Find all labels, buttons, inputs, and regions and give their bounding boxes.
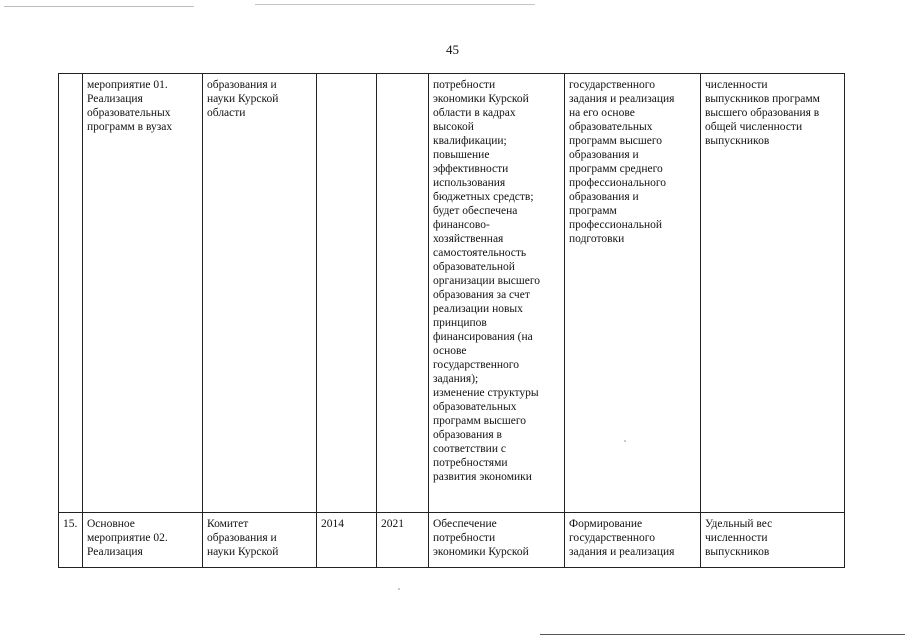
start-year-cell: 2014 [317,513,377,568]
event-name-cell: Основное мероприятие 02. Реализация [83,513,203,568]
scan-artifact-line [540,634,905,635]
table-row [59,513,845,568]
expected-result-cell: потребности экономики Курской области в кадрах высокой квалификации; повышение эффективности использования бюджетных средств; будет обеспечена финансово- хозяйственная самостоятельность образовательной организации высшего образования за счет реализации новых принципов финансирования (на основе государственного задания); изменение структуры образовательных программ высшего образования в соответствии с потребностями развития экономики [429,74,565,513]
indicator-cell: Удельный вес численности выпускников [701,513,845,568]
program-activities-table [58,73,845,568]
executor-cell: образования и науки Курской области [203,74,317,513]
implementation-mechanism-cell: государственного задания и реализация на его основе образовательных программ высшего образования и программ среднего профессионального образования и программ профессиональной подготовки [565,74,701,513]
table-row [59,74,845,513]
scan-artifact-line [4,6,194,7]
start-year-cell [317,74,377,513]
row-number-cell [59,74,83,513]
scan-artifact-dot [398,588,400,590]
expected-result-cell: Обеспечение потребности экономики Курской [429,513,565,568]
row-number-cell: 15. [59,513,83,568]
scan-artifact-line [255,4,535,5]
indicator-cell: численности выпускников программ высшего образования в общей численности выпускников [701,74,845,513]
event-name-cell: мероприятие 01. Реализация образовательных программ в вузах [83,74,203,513]
page-number: 45 [446,42,459,57]
implementation-mechanism-cell: Формирование государственного задания и реализация [565,513,701,568]
end-year-cell [377,74,429,513]
executor-cell: Комитет образования и науки Курской [203,513,317,568]
end-year-cell: 2021 [377,513,429,568]
